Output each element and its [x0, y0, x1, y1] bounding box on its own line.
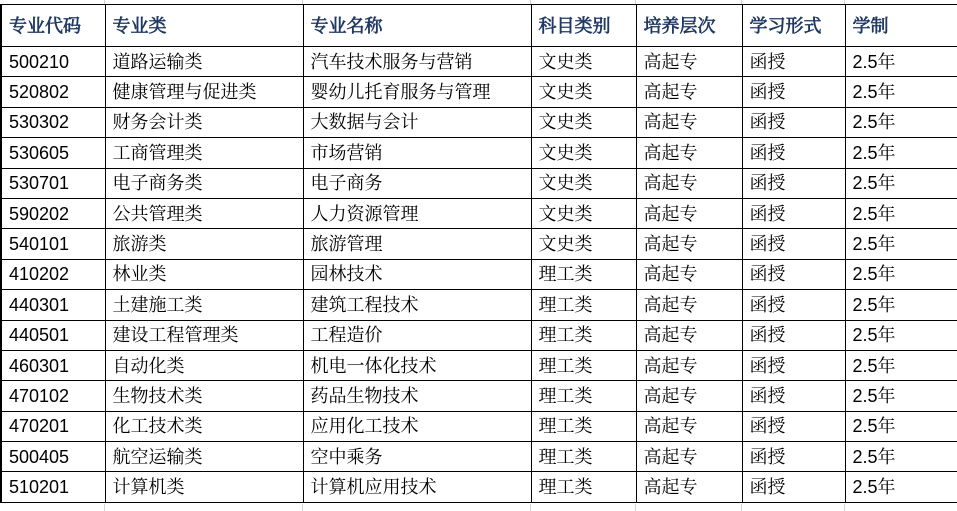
cell-education-level: 高起专 [636, 77, 742, 107]
column-header-subject-type: 科目类别 [531, 5, 636, 47]
cell-major-name: 计算机应用技术 [303, 472, 531, 502]
cell-study-mode: 函授 [742, 77, 845, 107]
cell-duration: 2.5年 [845, 381, 957, 411]
cell-study-mode: 函授 [742, 138, 845, 168]
cell-study-mode: 函授 [742, 168, 845, 198]
cell-major-name: 大数据与会计 [303, 107, 531, 137]
cell-major-category: 公共管理类 [105, 198, 303, 228]
column-header-major-code: 专业代码 [1, 5, 105, 47]
cell-subject-type: 文史类 [531, 198, 636, 228]
cell-subject-type: 理工类 [531, 442, 636, 472]
cell-major-category: 航空运输类 [105, 442, 303, 472]
cell-study-mode: 函授 [742, 259, 845, 289]
cell-major-name: 市场营销 [303, 138, 531, 168]
cell-major-category: 自动化类 [105, 350, 303, 380]
cell-education-level: 高起专 [636, 138, 742, 168]
cell-duration: 2.5年 [845, 168, 957, 198]
table-row [1, 229, 957, 259]
cell-major-code: 440501 [1, 320, 105, 350]
majors-table [0, 4, 957, 503]
cell-major-category: 旅游类 [105, 229, 303, 259]
cell-major-name: 药品生物技术 [303, 381, 531, 411]
cell-major-name: 园林技术 [303, 259, 531, 289]
cell-study-mode: 函授 [742, 198, 845, 228]
cell-subject-type: 文史类 [531, 77, 636, 107]
gridline-stub [741, 504, 742, 511]
cell-major-code: 530302 [1, 107, 105, 137]
cell-duration: 2.5年 [845, 320, 957, 350]
cell-major-code: 590202 [1, 198, 105, 228]
cell-major-category: 土建施工类 [105, 290, 303, 320]
column-header-study-mode: 学习形式 [742, 5, 845, 47]
cell-subject-type: 理工类 [531, 320, 636, 350]
cell-study-mode: 函授 [742, 320, 845, 350]
cell-study-mode: 函授 [742, 472, 845, 502]
cell-education-level: 高起专 [636, 107, 742, 137]
cell-subject-type: 理工类 [531, 472, 636, 502]
table-row [1, 411, 957, 441]
cell-duration: 2.5年 [845, 350, 957, 380]
gridline-stub [635, 504, 636, 511]
cell-major-category: 林业类 [105, 259, 303, 289]
cell-education-level: 高起专 [636, 381, 742, 411]
cell-major-name: 机电一体化技术 [303, 350, 531, 380]
cell-major-code: 410202 [1, 259, 105, 289]
cell-education-level: 高起专 [636, 290, 742, 320]
cell-major-code: 470201 [1, 411, 105, 441]
table-row [1, 381, 957, 411]
cell-major-category: 生物技术类 [105, 381, 303, 411]
cell-duration: 2.5年 [845, 229, 957, 259]
cell-education-level: 高起专 [636, 229, 742, 259]
cell-major-name: 婴幼儿托育服务与管理 [303, 77, 531, 107]
cell-subject-type: 文史类 [531, 229, 636, 259]
cell-major-category: 健康管理与促进类 [105, 77, 303, 107]
cell-subject-type: 文史类 [531, 47, 636, 77]
cell-major-name: 电子商务 [303, 168, 531, 198]
cell-education-level: 高起专 [636, 320, 742, 350]
gridline-stub [302, 504, 303, 511]
table-row [1, 472, 957, 502]
cell-major-category: 计算机类 [105, 472, 303, 502]
cell-major-code: 540101 [1, 229, 105, 259]
column-header-major-category: 专业类 [105, 5, 303, 47]
gridline-stub [530, 504, 531, 511]
table-row [1, 198, 957, 228]
table-row [1, 350, 957, 380]
cell-study-mode: 函授 [742, 442, 845, 472]
cell-duration: 2.5年 [845, 411, 957, 441]
cell-duration: 2.5年 [845, 47, 957, 77]
cell-major-code: 440301 [1, 290, 105, 320]
cell-study-mode: 函授 [742, 381, 845, 411]
cell-major-name: 旅游管理 [303, 229, 531, 259]
cell-major-code: 530605 [1, 138, 105, 168]
cell-subject-type: 文史类 [531, 138, 636, 168]
cell-major-code: 530701 [1, 168, 105, 198]
cell-major-name: 工程造价 [303, 320, 531, 350]
table-row [1, 320, 957, 350]
gridline-stub [104, 504, 105, 511]
cell-subject-type: 理工类 [531, 381, 636, 411]
table-row [1, 259, 957, 289]
cell-study-mode: 函授 [742, 229, 845, 259]
cell-major-name: 应用化工技术 [303, 411, 531, 441]
cell-education-level: 高起专 [636, 350, 742, 380]
cell-education-level: 高起专 [636, 411, 742, 441]
cell-major-code: 520802 [1, 77, 105, 107]
cell-duration: 2.5年 [845, 259, 957, 289]
table-row [1, 138, 957, 168]
cell-duration: 2.5年 [845, 77, 957, 107]
cell-major-code: 500210 [1, 47, 105, 77]
cell-major-name: 空中乘务 [303, 442, 531, 472]
cell-major-category: 工商管理类 [105, 138, 303, 168]
cell-subject-type: 理工类 [531, 411, 636, 441]
cell-major-category: 化工技术类 [105, 411, 303, 441]
cell-education-level: 高起专 [636, 472, 742, 502]
table-row [1, 107, 957, 137]
cell-education-level: 高起专 [636, 168, 742, 198]
cell-major-category: 财务会计类 [105, 107, 303, 137]
cell-duration: 2.5年 [845, 107, 957, 137]
cell-study-mode: 函授 [742, 107, 845, 137]
cell-study-mode: 函授 [742, 47, 845, 77]
cell-study-mode: 函授 [742, 290, 845, 320]
cell-duration: 2.5年 [845, 198, 957, 228]
cell-subject-type: 理工类 [531, 259, 636, 289]
cell-duration: 2.5年 [845, 442, 957, 472]
cell-major-name: 建筑工程技术 [303, 290, 531, 320]
table-row [1, 77, 957, 107]
cell-education-level: 高起专 [636, 259, 742, 289]
cell-major-category: 道路运输类 [105, 47, 303, 77]
table-row [1, 168, 957, 198]
column-header-major-name: 专业名称 [303, 5, 531, 47]
cell-major-category: 建设工程管理类 [105, 320, 303, 350]
cell-education-level: 高起专 [636, 47, 742, 77]
gridline-stub [844, 504, 845, 511]
cell-major-code: 510201 [1, 472, 105, 502]
cell-duration: 2.5年 [845, 138, 957, 168]
cell-major-name: 人力资源管理 [303, 198, 531, 228]
cell-major-code: 500405 [1, 442, 105, 472]
cell-major-code: 460301 [1, 350, 105, 380]
cell-education-level: 高起专 [636, 198, 742, 228]
table-row [1, 290, 957, 320]
cell-education-level: 高起专 [636, 442, 742, 472]
cell-major-category: 电子商务类 [105, 168, 303, 198]
cell-major-name: 汽车技术服务与营销 [303, 47, 531, 77]
cell-subject-type: 文史类 [531, 168, 636, 198]
cell-subject-type: 理工类 [531, 290, 636, 320]
cell-subject-type: 文史类 [531, 107, 636, 137]
cell-study-mode: 函授 [742, 350, 845, 380]
cell-duration: 2.5年 [845, 290, 957, 320]
cell-major-code: 470102 [1, 381, 105, 411]
table-row [1, 47, 957, 77]
cell-duration: 2.5年 [845, 472, 957, 502]
header-row [1, 5, 957, 47]
cell-subject-type: 理工类 [531, 350, 636, 380]
column-header-duration: 学制 [845, 5, 957, 47]
column-header-education-level: 培养层次 [636, 5, 742, 47]
table-row [1, 442, 957, 472]
cell-study-mode: 函授 [742, 411, 845, 441]
